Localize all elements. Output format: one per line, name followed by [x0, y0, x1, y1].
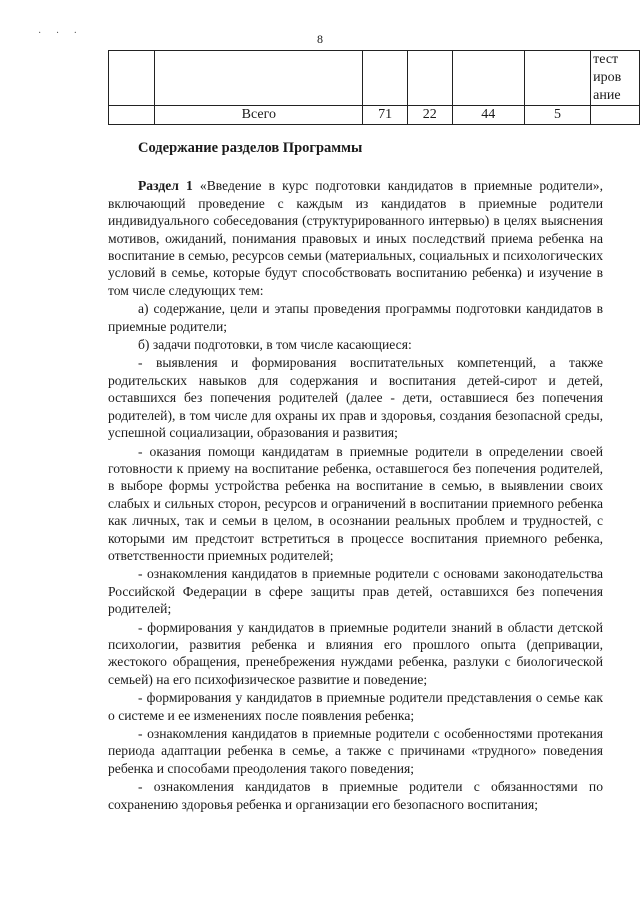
- list-item: - ознакомления кандидатов в приемные родители с обязанностями по сохранению здоровья ребенка и организации его безопасного воспитания;: [108, 779, 603, 812]
- table-cell: [452, 51, 524, 106]
- list-item: - выявления и формирования воспитательных компетенций, а также родительских навыков для содержания и воспитания детей-сирот и детей, оставшихся без попечения родителей (далее - дети, оставшиеся без попечения родителей), в том числе для охраны их прав и здоровья, создания безопасной среды, успешной социализации, образования и развития;: [108, 355, 603, 441]
- total-value: 5: [524, 106, 590, 125]
- cell-line: иров: [593, 70, 622, 85]
- table-row-total: [109, 106, 640, 125]
- table-cell: [407, 51, 452, 106]
- list-item: - оказания помощи кандидатам в приемные родители в определении своей готовности к приему на воспитание ребенка, оставшегося без попечения родителей, в выборе формы устройства ребенка на воспитание в семью, в выявлении своих слабых и сильных сторон, ресурсов и ограничений в воспитании приемного ребенка как личных, так и семьи в целом, в осознании реальных проблем и трудностей, с которыми им предстоит встретиться в процессе воспитания приемного ребенка, ответственности приемных родителей;: [108, 443, 603, 563]
- list-item: б) задачи подготовки, в том числе касающиеся:: [138, 337, 412, 353]
- table-cell-testing: [591, 51, 640, 106]
- total-value: 22: [407, 106, 452, 125]
- hours-table: [108, 50, 640, 125]
- total-value: 71: [363, 106, 408, 125]
- table-cell: [109, 51, 155, 106]
- list-item: - ознакомления кандидатов в приемные родители с особенностями протекания периода адаптации ребенка в семье, а также с причинами «трудного» поведения ребенка и способами преодоления такого поведения;: [108, 726, 603, 776]
- cell-line: тест: [593, 52, 619, 67]
- section-intro: [108, 177, 603, 299]
- list-item: а) содержание, цели и этапы проведения программы подготовки кандидатов в приемные родители;: [108, 301, 603, 334]
- section-label: Раздел 1: [138, 178, 193, 194]
- section-intro-text: «Введение в курс подготовки кандидатов в приемные родители», включающий проведение с каждым из кандидатов в приемные родители индивидуального собеседования (структурированного интервью) в целях выяснения мотивов, ожиданий, понимания правовых и иных последствий приема ребенка на воспитание в семью, ресурсов семьи (материальных, социальных и психологических условий в семье, которые будут способствовать воспитанию ребенка) и изучение в том числе следующих тем:: [108, 178, 603, 298]
- document-body: [108, 140, 603, 814]
- table-cell: [109, 106, 155, 125]
- table-row: [109, 51, 640, 106]
- table-cell: [591, 106, 640, 125]
- list-item: - формирования у кандидатов в приемные родители знаний в области детской психологии, развития ребенка и влияния его прошлого опыта (депривации, жестокого обращения, пренебрежения нуждами ребенка, разлуки с биологической семьей) на его психофизическое развитие и поведение;: [108, 619, 603, 687]
- list-item: - ознакомления кандидатов в приемные родители с основами законодательства Российской Федерации в сфере защиты прав детей, оставшихся без попечения родителей;: [108, 566, 603, 617]
- total-value: 44: [452, 106, 524, 125]
- list-item: - формирования у кандидатов в приемные родители представления о семье как о системе и ее изменениях после появления ребенка;: [108, 690, 603, 723]
- section-title: Содержание разделов Программы: [138, 140, 363, 156]
- table-cell: [363, 51, 408, 106]
- cell-line: ание: [593, 88, 621, 103]
- scan-artifact-dots: · · ·: [38, 28, 83, 39]
- page-number: 8: [317, 32, 323, 46]
- total-label: Всего: [155, 106, 363, 125]
- table-cell: [155, 51, 363, 106]
- table-cell: [524, 51, 590, 106]
